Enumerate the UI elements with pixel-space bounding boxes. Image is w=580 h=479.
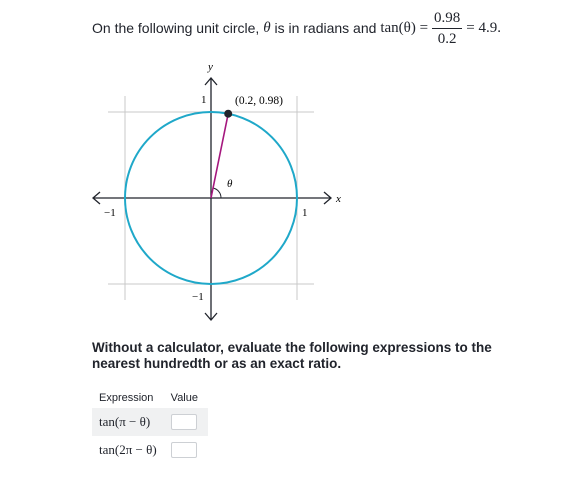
value-cell [164,408,208,436]
table-header-row [92,390,208,408]
answer-input-tan-2pi-minus-theta[interactable] [171,442,197,458]
point-label: (0.2, 0.98) [235,95,283,107]
fraction-numerator: 0.98 [432,10,462,29]
tick-label-y-negative: −1 [192,291,204,303]
prompt-fraction [432,10,462,47]
y-axis-label: y [208,61,213,73]
prompt-theta: θ [263,19,271,36]
answer-input-tan-pi-minus-theta[interactable] [171,414,197,430]
expression-cell: tan(π − θ) [92,408,164,436]
x-axis-label: x [336,193,341,205]
tick-label-x-negative: −1 [104,207,116,219]
expression-table [92,390,208,464]
prompt-result: = 4.9. [466,19,501,36]
prompt-tan-expression: tan(θ) = [380,19,429,36]
angle-arc [213,188,221,198]
point-marker [224,110,232,118]
table-row [92,436,208,464]
table-row [92,408,208,436]
value-column-header: Value [170,392,198,404]
tick-label-y-positive: 1 [201,94,207,106]
problem-statement [92,6,501,50]
tick-label-x-positive: 1 [302,207,308,219]
fraction-denominator: 0.2 [437,30,457,47]
unit-circle-graph [88,58,352,324]
prompt-middle: is in radians and [274,20,377,36]
angle-label: θ [227,178,233,190]
expression-column-header: Expression [99,392,154,404]
value-cell [164,436,208,464]
instructions: Without a calculator, evaluate the following expressions to the nearest hundredth or as an exact ratio. [92,340,492,371]
prompt-lead: On the following unit circle, [92,20,260,36]
radius-line [211,114,228,198]
expression-cell: tan(2π − θ) [99,442,157,457]
